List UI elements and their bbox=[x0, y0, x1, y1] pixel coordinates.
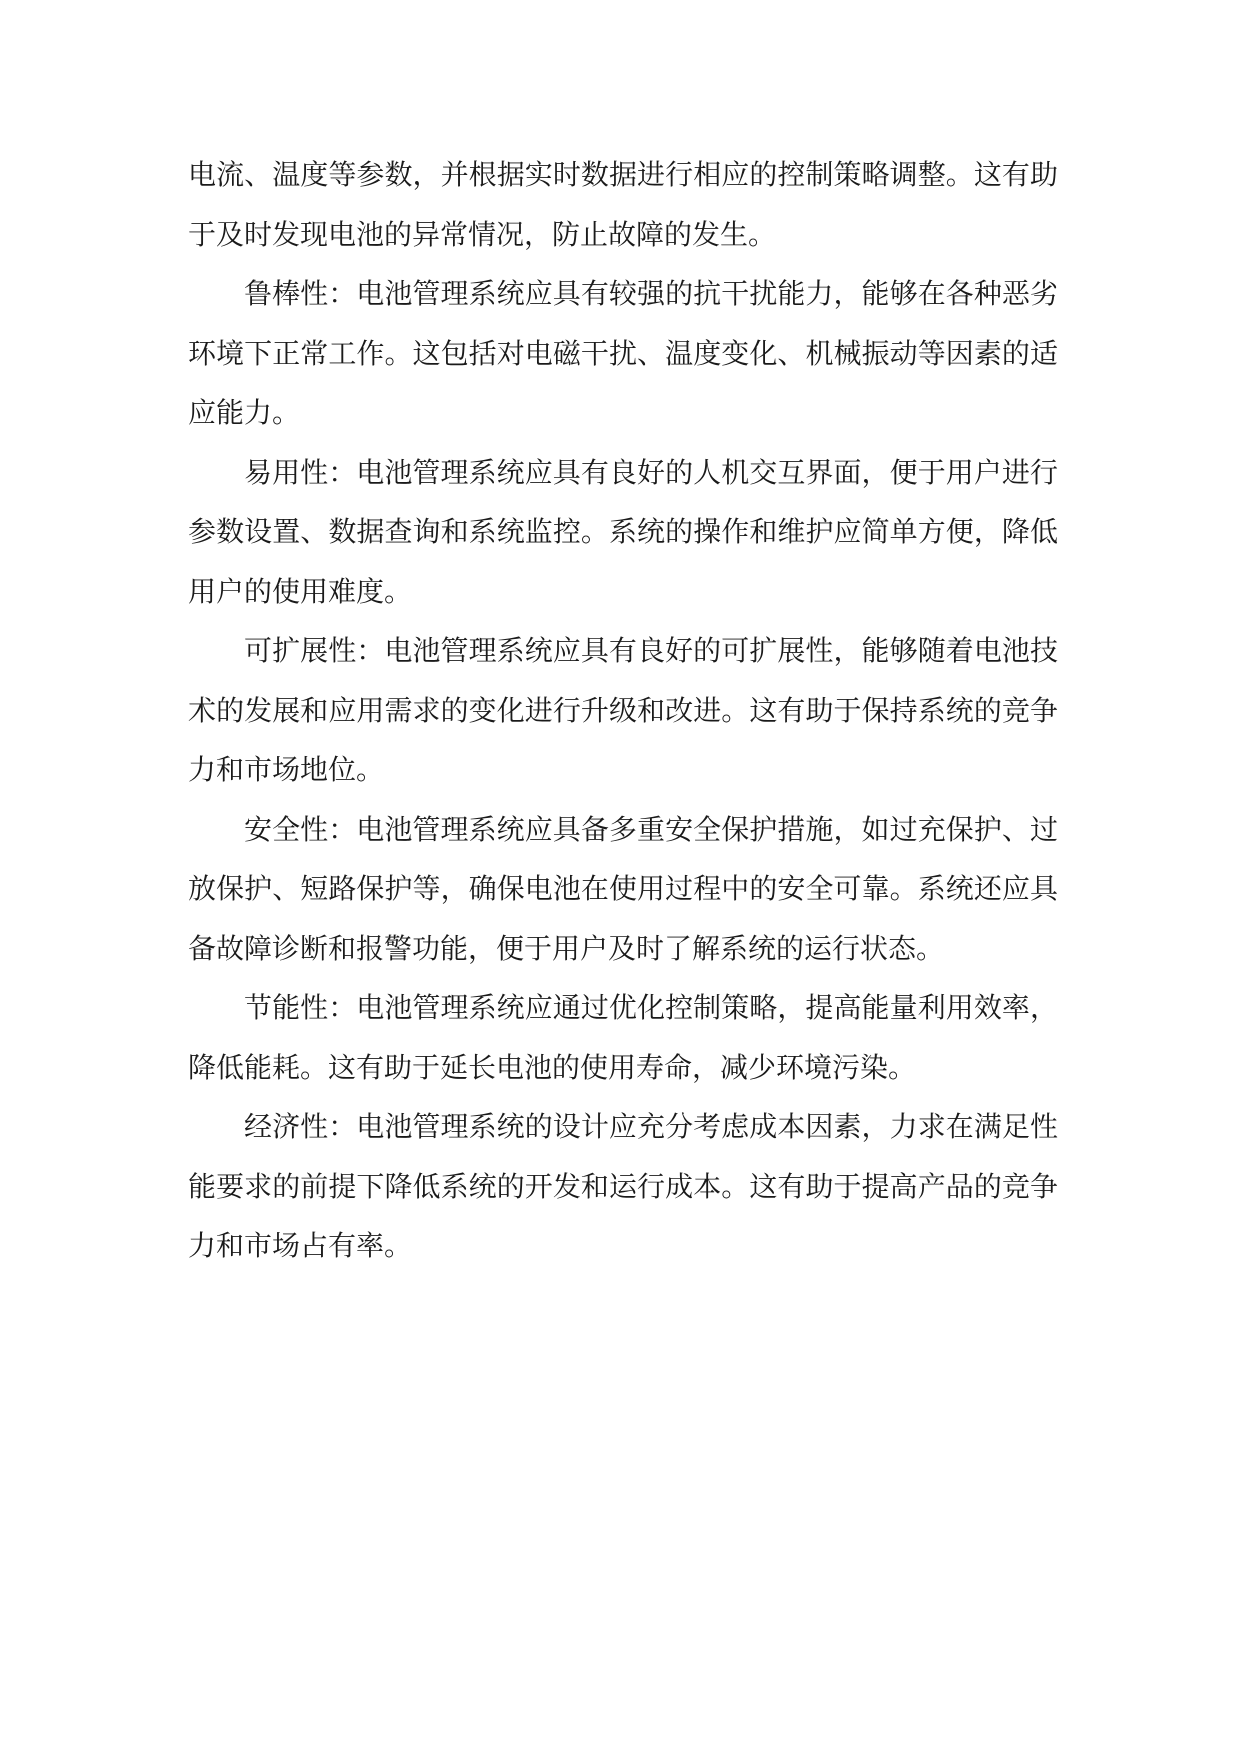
paragraph-continued: 电流、温度等参数，并根据实时数据进行相应的控制策略调整。这有助于及时发现电池的异常情况，防止故障的发生。 bbox=[188, 158, 1058, 251]
paragraph-usability: 易用性：电池管理系统应具有良好的人机交互界面，便于用户进行参数设置、数据查询和系统监控。系统的操作和维护应简单方便，降低用户的使用难度。 bbox=[188, 455, 1058, 608]
paragraph-safety: 安全性：电池管理系统应具备多重安全保护措施，如过充保护、过放保护、短路保护等，确保电池在使用过程中的安全可靠。系统还应具备故障诊断和报警功能，便于用户及时了解系统的运行状态。 bbox=[188, 812, 1058, 965]
paragraph-robustness: 鲁棒性：电池管理系统应具有较强的抗干扰能力，能够在各种恶劣环境下正常工作。这包括对电磁干扰、温度变化、机械振动等因素的适应能力。 bbox=[188, 277, 1058, 429]
paragraph-economy: 经济性：电池管理系统的设计应充分考虑成本因素，力求在满足性能要求的前提下降低系统的开发和运行成本。这有助于提高产品的竞争力和市场占有率。 bbox=[188, 1110, 1058, 1262]
paragraph-energy-saving: 节能性：电池管理系统应通过优化控制策略，提高能量利用效率，降低能耗。这有助于延长电池的使用寿命，减少环境污染。 bbox=[188, 991, 1058, 1084]
paragraph-scalability: 可扩展性：电池管理系统应具有良好的可扩展性，能够随着电池技术的发展和应用需求的变化进行升级和改进。这有助于保持系统的竞争力和市场地位。 bbox=[188, 634, 1058, 786]
document-body bbox=[188, 145, 1058, 1276]
